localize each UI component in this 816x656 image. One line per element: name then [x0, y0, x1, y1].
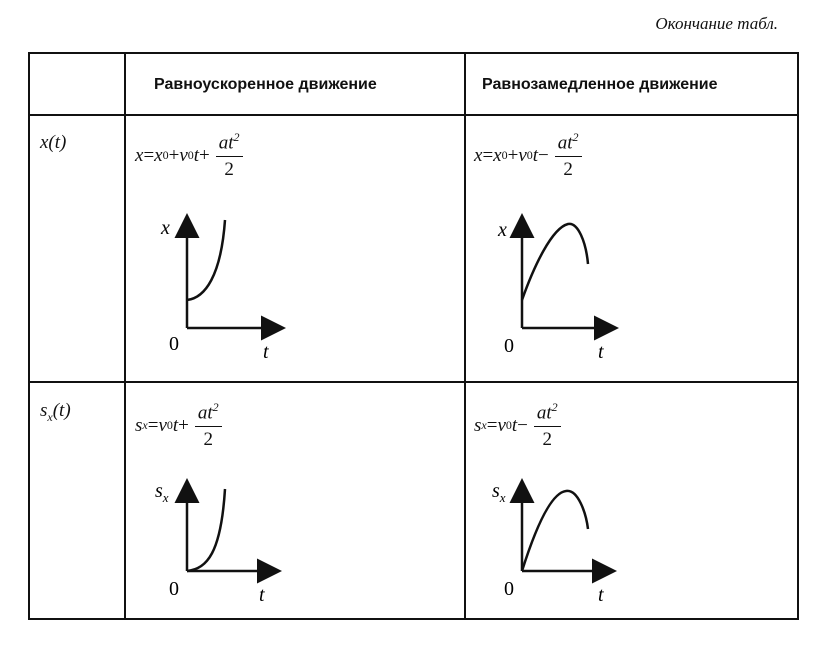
formula-plus: +	[507, 144, 519, 166]
formula-lhs: x	[135, 144, 144, 166]
y-axis-label: x	[161, 217, 170, 239]
origin-label: 0	[504, 578, 514, 600]
formula-lhs: x	[474, 144, 483, 166]
t-axis-label: t	[598, 584, 604, 606]
formula-fraction	[195, 400, 222, 451]
table-caption: Окончание табл.	[655, 14, 778, 33]
formula-x-accelerated	[135, 130, 243, 181]
curve-parabola-down	[522, 491, 588, 571]
formula-op: −	[517, 414, 528, 436]
formula-lhs: s	[135, 414, 143, 436]
fraction-numerator: at	[218, 132, 234, 154]
formula-t: t	[172, 414, 179, 436]
formula-v0-sub: 0	[526, 148, 533, 163]
curve-parabola-up	[187, 489, 225, 571]
formula-v0-sub: 0	[166, 418, 173, 433]
y-axis-label-main: s	[155, 480, 163, 502]
formula-plus: +	[168, 144, 180, 166]
y-axis-label-sub: x	[499, 490, 506, 505]
column-divider	[124, 54, 126, 618]
fraction-denominator: 2	[542, 429, 553, 451]
fraction-exponent: 2	[551, 400, 558, 414]
row-label-arg: (t)	[52, 400, 71, 421]
graph-x-decelerated	[492, 204, 632, 364]
t-axis-label: t	[259, 584, 265, 606]
origin-label: 0	[169, 333, 179, 355]
formula-x0-sub: 0	[162, 148, 169, 163]
formula-t: t	[193, 144, 200, 166]
curve-parabola-up	[187, 220, 225, 300]
formula-lhs: s	[474, 414, 482, 436]
graph-x-accelerated	[155, 204, 295, 364]
header-decelerated: Равнозамедленное движение	[482, 76, 718, 93]
row-label-x-of-t: x(t)	[40, 132, 67, 153]
fraction-exponent: 2	[572, 130, 579, 144]
column-divider	[464, 54, 466, 618]
formula-v0: v	[179, 144, 188, 166]
formula-fraction	[216, 130, 243, 181]
fraction-denominator: 2	[224, 159, 234, 181]
formula-t: t	[511, 414, 518, 436]
fraction-denominator: 2	[203, 429, 214, 451]
fraction-exponent: 2	[233, 130, 240, 144]
graph-sx-decelerated	[492, 469, 632, 617]
formula-op: +	[199, 144, 210, 166]
origin-label: 0	[504, 335, 514, 357]
row-divider	[30, 381, 797, 383]
y-axis-label-sub: x	[162, 490, 169, 505]
fraction-numerator: at	[197, 402, 213, 424]
formula-v0: v	[518, 144, 527, 166]
header-divider	[30, 114, 797, 116]
fraction-numerator: at	[536, 402, 552, 424]
motion-table	[28, 52, 799, 620]
formula-v0-sub: 0	[187, 148, 194, 163]
header-accelerated: Равноускоренное движение	[154, 76, 377, 93]
formula-fraction	[534, 400, 561, 451]
formula-fraction	[555, 130, 582, 181]
formula-x0: x	[154, 144, 163, 166]
formula-eq: =	[143, 144, 155, 166]
formula-sx-decelerated	[474, 400, 561, 451]
formula-op: −	[538, 144, 549, 166]
row-label-sx-of-t	[40, 400, 71, 425]
y-axis-label	[155, 480, 169, 505]
curve-parabola-down	[522, 224, 588, 300]
formula-v0: v	[158, 414, 167, 436]
formula-v0-sub: 0	[505, 418, 512, 433]
formula-t: t	[532, 144, 539, 166]
t-axis-label: t	[263, 341, 269, 363]
formula-sx-accelerated	[135, 400, 222, 451]
formula-eq: =	[482, 144, 494, 166]
formula-x-decelerated	[474, 130, 582, 181]
formula-x0: x	[493, 144, 502, 166]
fraction-numerator: at	[557, 132, 573, 154]
t-axis-label: t	[598, 341, 604, 363]
y-axis-label	[492, 480, 506, 505]
formula-v0: v	[497, 414, 506, 436]
fraction-exponent: 2	[212, 400, 219, 414]
formula-op: +	[178, 414, 189, 436]
origin-label: 0	[169, 578, 179, 600]
row-label-s: s	[40, 400, 48, 421]
formula-lhs-sub: x	[481, 418, 487, 433]
graph-sx-accelerated	[155, 469, 295, 617]
formula-x0-sub: 0	[501, 148, 508, 163]
formula-eq: =	[486, 414, 498, 436]
y-axis-label-main: s	[492, 480, 500, 502]
fraction-denominator: 2	[563, 159, 573, 181]
formula-eq: =	[147, 414, 159, 436]
formula-lhs-sub: x	[142, 418, 148, 433]
y-axis-label: x	[498, 219, 507, 241]
row-label-sub: x	[47, 409, 53, 424]
